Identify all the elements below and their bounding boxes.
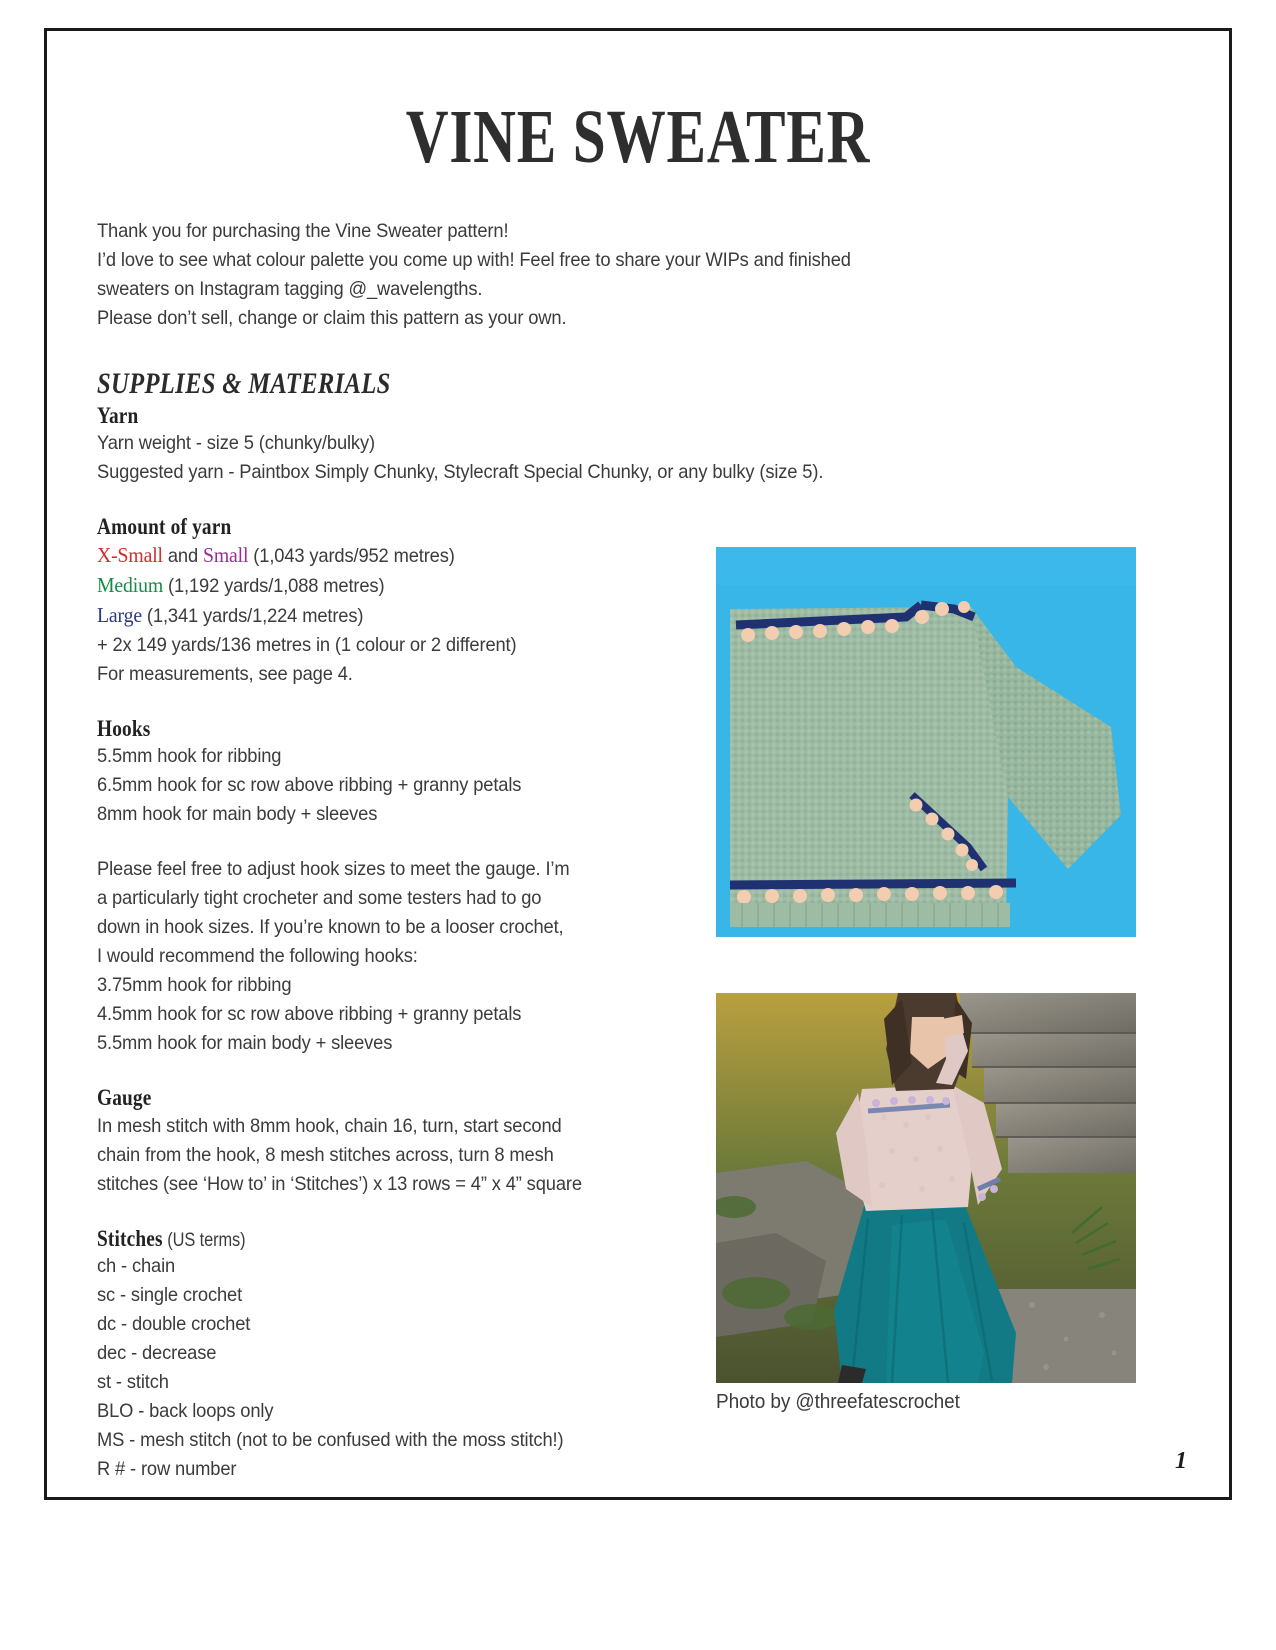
stitch-item: BLO - back loops only [97, 1400, 274, 1423]
size-label-small: Small [202, 542, 249, 567]
gauge-line: In mesh stitch with 8mm hook, chain 16, turn, start second [97, 1114, 562, 1137]
stitch-item: sc - single crochet [97, 1284, 243, 1307]
stitches-abbreviation-list [97, 1252, 661, 1484]
photo-model-wearing-sweater [716, 993, 1136, 1383]
intro-line: sweaters on Instagram tagging @_wavelengths. [97, 278, 483, 300]
hooks-note-line: I would recommend the following hooks: [97, 945, 418, 968]
stitch-item: dc - double crochet [97, 1313, 251, 1336]
hooks-heading: Hooks [97, 715, 151, 741]
yarn-amount-conjunction: and [162, 544, 203, 567]
yarn-amount-row-medium [97, 571, 661, 601]
intro-line: I’d love to see what colour palette you come up with! Feel free to share your WIPs and finished [97, 249, 851, 271]
size-label-xsmall: X-Small [97, 542, 163, 567]
gauge-details [97, 1112, 661, 1199]
hook-line: 6.5mm hook for sc row above ribbing + granny petals [97, 774, 522, 797]
supplies-materials-heading: SUPPLIES & MATERIALS [97, 367, 391, 400]
hooks-note-line: 5.5mm hook for main body + sleeves [97, 1032, 393, 1055]
photo-sweater-flatlay [716, 547, 1136, 937]
hook-line: 5.5mm hook for ribbing [97, 745, 282, 768]
yarn-amount-value: (1,341 yards/1,224 metres) [141, 604, 364, 627]
hooks-note-line: down in hook sizes. If you’re known to be a looser crochet, [97, 916, 564, 939]
amount-of-yarn-details [97, 541, 661, 689]
size-label-large: Large [97, 602, 142, 627]
gauge-heading: Gauge [97, 1085, 152, 1111]
gauge-line: stitches (see ‘How to’ in ‘Stitches’) x 13 rows = 4” x 4” square [97, 1172, 582, 1195]
hooks-list [97, 742, 661, 829]
stitch-item: dec - decrease [97, 1342, 217, 1365]
page-number: 1 [1175, 1448, 1187, 1474]
stitches-heading-label: Stitches [97, 1225, 163, 1251]
yarn-details [97, 429, 824, 487]
yarn-line: Suggested yarn - Paintbox Simply Chunky, Stylecraft Special Chunky, or any bulky (size 5). [97, 461, 824, 484]
yarn-heading: Yarn [97, 402, 139, 428]
stitches-heading [97, 1225, 601, 1253]
photo-credit: Photo by @threefatescrochet [716, 1391, 960, 1413]
yarn-measurements-ref: For measurements, see page 4. [97, 662, 353, 685]
yarn-amount-value: (1,043 yards/952 metres) [248, 544, 455, 567]
intro-line: Please don’t sell, change or claim this pattern as your own. [97, 307, 567, 329]
hooks-adjustment-note [97, 855, 661, 1058]
stitch-item: st - stitch [97, 1371, 169, 1394]
yarn-line: Yarn weight - size 5 (chunky/bulky) [97, 432, 375, 455]
hooks-note-line: a particularly tight crocheter and some testers had to go [97, 887, 542, 910]
stitch-item: ch - chain [97, 1255, 176, 1278]
page-title: VINE SWEATER [405, 95, 871, 179]
yarn-amount-row-xsmall-small [97, 541, 661, 571]
stitch-item: R # - row number [97, 1458, 237, 1481]
yarn-amount-row-large [97, 601, 661, 631]
hooks-note-line: 3.75mm hook for ribbing [97, 974, 292, 997]
hook-line: 8mm hook for main body + sleeves [97, 803, 378, 826]
amount-of-yarn-heading: Amount of yarn [97, 514, 232, 540]
size-label-medium: Medium [97, 572, 164, 597]
intro-line: Thank you for purchasing the Vine Sweater pattern! [97, 220, 509, 242]
stitch-item: MS - mesh stitch (not to be confused with the moss stitch!) [97, 1429, 564, 1452]
hooks-note-line: Please feel free to adjust hook sizes to meet the gauge. I’m [97, 858, 570, 881]
hooks-note-line: 4.5mm hook for sc row above ribbing + granny petals [97, 1003, 522, 1026]
document-page [44, 28, 1232, 1500]
yarn-extra-line: + 2x 149 yards/136 metres in (1 colour or 2 different) [97, 633, 517, 656]
yarn-amount-value: (1,192 yards/1,088 metres) [163, 574, 385, 597]
gauge-line: chain from the hook, 8 mesh stitches across, turn 8 mesh [97, 1143, 554, 1166]
intro-paragraph [97, 217, 851, 333]
stitches-heading-note: (US terms) [162, 1228, 246, 1251]
